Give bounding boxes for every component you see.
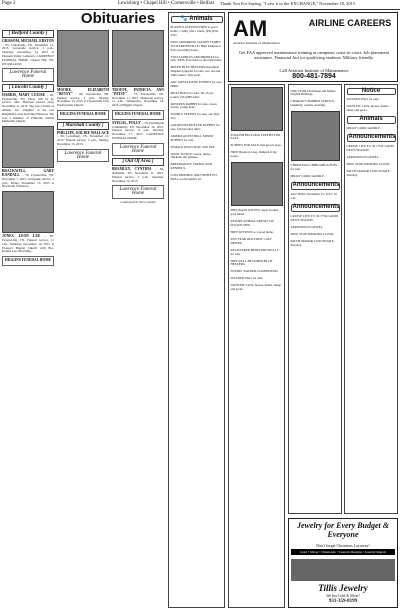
obituaries-title: Obituaries xyxy=(80,10,156,27)
classified-ad: AEROWINGS/GOSPEL. xyxy=(290,224,324,229)
obit-entry: PHILLIPS, GOLDIE WALLACE – 96, Lewisburg, TN. November 12, 2015. Funeral service, 2 p.m., Sunday, November 15, 2015. xyxy=(57,130,109,146)
bedford-head: [ Bedford County ] xyxy=(2,30,54,38)
classified-ad: MILKY COOK SADDLE. xyxy=(346,126,381,131)
classified-ad: MIXED BLUE HEELERS/Australian Shepherd puppies for sale, two red and white males. \$20 each. xyxy=(170,65,221,78)
obit-entry: TROUPE, PATRICIA ANN "PATSY" – 75, Fayetteville, TN. November 11, 2015. Memorial service, 11 a.m., Wednesday, November 18, 2015 at Higgins Chapel. xyxy=(112,88,164,108)
airline-phone: 800-481-7894 xyxy=(292,73,336,80)
obit-photo xyxy=(2,191,54,233)
announcements-head-3: Announcements xyxy=(348,134,396,141)
announcements-head-2: Announcements xyxy=(292,203,340,210)
classified-ad: MEAT HOGS for sale, \$1.25 per pound. (931)389-2461. xyxy=(170,90,214,99)
classified-ad: FREE Bessie pit dog, dumped at my house. xyxy=(230,150,277,159)
jewelry-sub: Don't forget Christmas Layaway! xyxy=(316,543,370,548)
classified-ad: PLAYFUL KITTENS FREE to good home, 1 tabby and 1 black. (931)359-4567. xyxy=(170,25,219,38)
animals-head: 🐾 Animals xyxy=(171,16,223,24)
paper-title: Lewisburg • Chapel Hill • Cornersville • Belfast xyxy=(118,1,215,6)
classified-column-4 xyxy=(344,84,398,514)
classified-ad: LOST BRINDLE AND WHITE PIT BULL on November 16. xyxy=(170,173,218,182)
classified-ad: WANTED: Cattle, horses, mules, sheep and goats. xyxy=(346,104,389,113)
classified-column-3 xyxy=(288,84,342,514)
airline-call: Call Aviation Institute of Maintenance xyxy=(279,68,349,73)
classified-ad: FREE KITTENS to a good home. xyxy=(230,229,274,234)
kitten-photo xyxy=(231,162,283,206)
higgins-logo: HIGGINS FUNERAL HOME xyxy=(112,110,164,120)
marshall-head: [ Marshall County ] xyxy=(57,122,109,130)
classified-ad: CHRISTMAS CHIHUAHUA PUPS for sale. xyxy=(290,163,338,172)
am-logo: AM xyxy=(233,16,268,41)
tillis-phone: 931-359-8199 xyxy=(328,599,358,604)
classified-ad: FEMALE DOGS SPAY, \$30 OFF. xyxy=(170,144,216,149)
classified-ad: WEANED PIGS for sale. xyxy=(346,97,380,102)
classified-ad: NEW GROOMING SALONS COMES TO MARTINSVILLE! Ham Pampered Pets Grooming Salon. xyxy=(170,40,222,52)
obit-entry: SYEGAL, POLLY – 79, Farmington Community, TN. November 14, 2015. Funeral service, 11 a.m., Tuesday, November 17, 2015. LAWRENCE FUNERAL HOME. xyxy=(112,120,164,140)
jewelry-photo xyxy=(291,559,395,581)
funeral-home-logo: Lawrence Funeral Home xyxy=(57,149,109,163)
classified-ad: ENGLISH BULLDOG PUPPIES FOR SALE. xyxy=(230,132,281,141)
classified-ad: ONE YEAR OLD male and female English Bulldogs. xyxy=(290,88,336,97)
classified-column-1 xyxy=(168,12,225,608)
jewelry-list: Gold • Silver • Diamonds • Custom Designs • Jewelry Repair xyxy=(291,549,395,555)
classified-ad: PATCH MANOR LUNCH DATE, Tuesday. xyxy=(346,168,391,177)
classified-ad: MILKY COOK SADDLE. xyxy=(290,174,325,179)
higgins-logo: HIGGINS FUNERAL HOME xyxy=(57,110,109,120)
airline-careers-ad xyxy=(228,12,398,82)
lincoln-head: [ Lincoln County ] xyxy=(2,84,54,92)
classified-ad: WEANED PIGS for sale. xyxy=(230,276,264,281)
out-of-area-head: [ Out Of Area ] xyxy=(112,158,164,166)
continued-note: Continued On Next Column xyxy=(120,199,156,204)
obit-entry: GRISSOM, MICHAEL ERSTON – 65, Unionville, TN. November 12, 2015. Graveside service, 1 p.m., Saturday, November 14, 2015 at Pleasant Valley Cemetery. LAWRENCE FUNERAL HOME, Chapel Hill, TN. (931)364-2233. xyxy=(2,38,54,66)
classified-ad: AEROWINGS/GOSPEL. xyxy=(346,154,380,159)
classified-ad: FOUND: WALKER COONHOUND. xyxy=(230,269,279,274)
higgins-logo: HIGGINS FUNERAL HOME xyxy=(2,256,54,266)
classified-ad: CRUISE LIVE TV, 92.7 FM, GOOD NEWS SEASON. xyxy=(290,213,338,222)
airline-head: AIRLINE CAREERS xyxy=(308,18,392,28)
aviation-name: Aviation Institute of Maintenance xyxy=(233,41,281,45)
obit-entry: MOORE, ELIZABETH "BETSY" – 86, Fayetteville, TN. Funeral service, 2 p.m., Sunday, November 15, 2015 at Fayetteville First Presbyterian Church. xyxy=(57,88,109,108)
classified-ad: WANTED: Cattle, horses, mules, sheep and goats. xyxy=(230,283,282,292)
jewelry-title: Jewelry for Every Budget & Everyone xyxy=(297,521,389,539)
classified-ad: BREEDGROVE STABLE AND KENNELS. xyxy=(170,162,213,171)
classified-ad: AMERICAN PIT BULL MIXED PUPPIES for sale. xyxy=(170,133,214,142)
funeral-home-logo: Lawrence Funeral Home xyxy=(112,143,164,157)
obit-entry: JONES, LEON LEE – 85, Fayetteville, TN. Funeral service, 11 a.m., Saturday, November 14, 2015 at Prospect Baptist Church with Bro. Ronnie Lee officiating. xyxy=(2,234,54,254)
funeral-home-logo: Lawrence Funeral Home xyxy=(112,185,164,199)
classified-ad: AKC GREAT DANE PUPPIES for sale. \$800. xyxy=(170,80,223,88)
obit-entry: BRACKWELL, GARY RANDALL – 59, Fayetteville, TN. November 7, 2015. Graveside service, 1 p.m., Friday, November 13, 2015 at Brackwell Cemetery. xyxy=(2,169,54,189)
classified-ad: WANT TO BUY: Geese, ducks, chickens and guineas. xyxy=(170,151,212,160)
classified-ad: PUPPIES FOR SALE, full-grown dogs. xyxy=(230,143,282,148)
classified-ad: FREE STOP SMOKING CLINIC. xyxy=(290,231,335,236)
airline-body: Get FAA approved maintenance training at campuses coast-to-coast. Job placement assistance. Financial Aid for qualifying students. Military friendly. xyxy=(238,50,390,60)
obit-photo xyxy=(57,30,109,87)
page-number: Page 2 xyxy=(2,1,16,6)
classified-ad: TEN YEAR OLD FIRST CALF HEIFER. xyxy=(230,236,272,245)
obit-column-1 xyxy=(2,28,54,608)
obit-entry: BRAMLEY, CYNTHIA – 84, Nashville, TN. November 11, 2015. Funeral service, 2 p.m., Saturday, November 14, 2015. xyxy=(112,167,164,183)
tillis-sub: We buy Gold & Silver! xyxy=(326,594,360,598)
classified-ad: GOLDEN RETRIEVER PUPPIES for sale, full blooded, AKC. xyxy=(170,123,220,131)
classified-ad: PREGNANT KITTEN, super lovable gray feline. xyxy=(230,208,279,217)
tillis-name: Tillis Jewelry xyxy=(318,583,368,593)
classified-ad: PATCH MANOR LUNCH DATE, Tuesday. xyxy=(290,238,335,247)
paw-icon: 🐾 xyxy=(180,15,190,22)
classified-ad: CRUISE LIVE TV, 92.7 FM, GOOD NEWS SEASON. xyxy=(346,144,394,152)
animal-accessories-head: Animals xyxy=(347,116,396,124)
chihuahua-photo xyxy=(291,111,340,161)
notice-head: Notice xyxy=(347,88,396,96)
page-header xyxy=(0,0,400,10)
jewelry-ad xyxy=(288,518,398,608)
obit-entry: HARRIS, MARY LOUISE – 85, Fayetteville, TN. There will be no service. Mrs. Harrison passed away November 11, 2015. She was a native of Athens, AL, daughter of the late Benjamin Lewis and Nina Harrison. She was a member of Flintville United Methodist Church. xyxy=(2,92,54,124)
classified-ad: FREE STOP SMOKING CLINIC. xyxy=(346,161,391,166)
obit-photo xyxy=(112,30,164,87)
classified-ad: CHARLIE'S BARBER SERVICE, trimming, cutticle cleaning. xyxy=(290,99,335,108)
tagline: Thank You For Saying, "I saw it in the EXCHANGE," November 18, 2015 xyxy=(220,1,356,6)
classified-ad: REPORT ANIMAL ABUSE! Call (931)270-9956. xyxy=(230,219,274,227)
classified-ad: REGISTERED HEREFORD BULLS for sale. xyxy=(230,247,279,256)
classified-ad: TWO SADDLES AND BRIDLES for sale, \$300. Free mare to the right home. xyxy=(170,54,223,63)
funeral-home-logo: Lawrence Funeral Home xyxy=(2,68,54,82)
classified-ad: MINI REX RABBIT for sale, sweet, docile, young male. xyxy=(170,101,218,110)
classified-ad: AUCTION: November 21, 2015, 10 a.m. xyxy=(290,192,337,200)
classified-ad: POODLE PUPPIES for sale, one Tiny Toy. xyxy=(170,112,220,121)
obit-column-3 xyxy=(112,28,164,608)
classified-ad: FREE FULL-BLOODED BLUE HEELERS. xyxy=(230,258,273,267)
puppy-photo xyxy=(231,87,283,131)
classified-column-2 xyxy=(228,84,285,608)
obit-column-2 xyxy=(57,28,109,608)
obit-photo xyxy=(2,126,54,168)
announcements-head: Announcements xyxy=(292,182,340,189)
